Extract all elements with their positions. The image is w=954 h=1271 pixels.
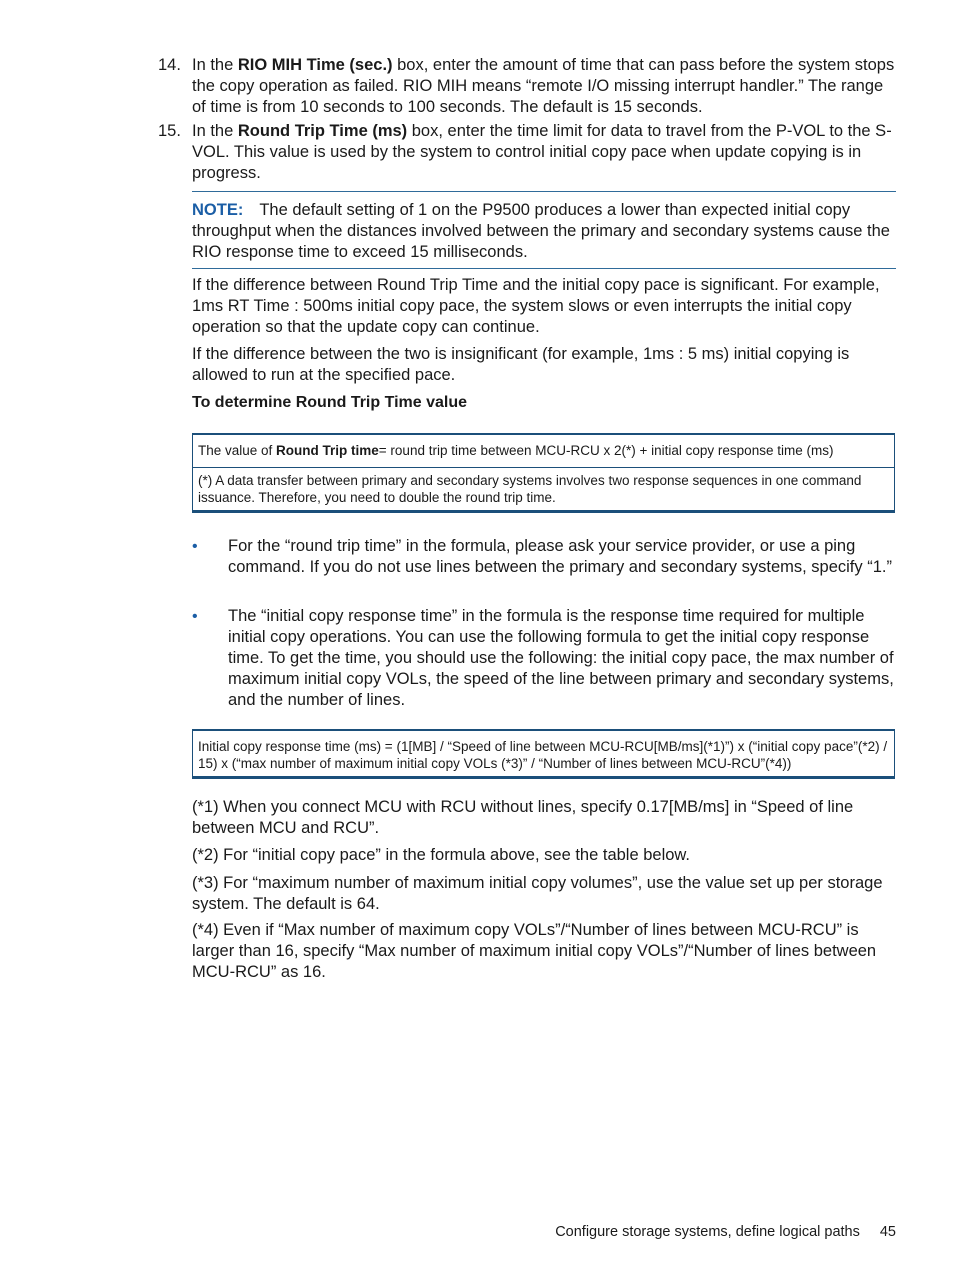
formula-pre: The value of — [198, 443, 277, 458]
page-footer — [540, 1222, 896, 1242]
field-name: Round Trip Time (ms) — [237, 122, 408, 140]
initial-copy-formula: Initial copy response time (ms) = (1[MB] / “Speed of line between MCU-RCU[MB/ms](*1)”) x (“initial copy pace”(*2) / 15) x (“max number of maximum initial copy VOLs (*3)” / “Number of lines between MCU-RCU”(*4)) — [198, 739, 888, 771]
formula-term: Round Trip time — [276, 443, 379, 458]
list-item-text: For the “round trip time” in the formula, please ask your service provider, or use a ping command. If you do not use lines between the primary and secondary systems, specify “1.” — [228, 537, 892, 576]
list-item-text: The “initial copy response time” in the formula is the response time required for multiple initial copy operations. You can use the following formula to get the initial copy response time. To get the time, you should use the following: the initial copy pace, the max number of maximum initial copy VOLs, the speed of the line between primary and secondary systems, and the number of lines. — [228, 607, 894, 709]
page-number: 45 — [879, 1224, 896, 1240]
paragraph-rt-difference: If the difference between Round Trip Time and the initial copy pace is significant. For example, 1ms RT Time : 500ms initial copy pace, the system slows or even interrupts the initial copy operation so that the update copy can continue. — [192, 276, 880, 336]
note-label: NOTE: — [192, 201, 244, 219]
round-trip-formula-table — [192, 433, 895, 513]
step-number: 14. — [158, 56, 181, 74]
step-text-pre: In the — [192, 56, 238, 74]
step-text-post: box, enter the amount of time that can pass before the system stops the copy operation as failed. RIO MIH means “remote I/O missing interrupt handler.” The range of time is from 10 seconds to 100 seconds. The default is 15 seconds. — [192, 56, 895, 116]
note-paragraph — [192, 200, 892, 263]
footnote-4: (*4) Even if “Max number of maximum copy VOLs”/“Number of lines between MCU-RCU” is larger than 16, specify “Max number of maximum initial copy VOLs”/“Number of lines between MCU-RCU” as 16. — [192, 921, 877, 981]
formula-footnote-row: (*) A data transfer between primary and secondary systems involves two response sequences in one command issuance. Therefore, you need to double the round trip time. — [193, 467, 894, 506]
note-text: The default setting of 1 on the P9500 produces a lower than expected initial copy throughput when the distances involved between the primary and secondary systems cause the RIO response time to exceed 15 milliseconds. — [192, 201, 890, 261]
step-text — [192, 55, 896, 118]
step-text-post: box, enter the time limit for data to travel from the P-VOL to the S-VOL. This value is used by the system to control initial copy pace when update copying is in progress. — [192, 122, 892, 182]
note-box — [192, 191, 896, 269]
field-name: RIO MIH Time (sec.) — [237, 56, 393, 74]
footer-title: Configure storage systems, define logical paths — [555, 1224, 860, 1240]
footnote-1: (*1) When you connect MCU with RCU without lines, specify 0.17[MB/ms] in “Speed of line between MCU and RCU”. — [192, 798, 854, 837]
footnote-3: (*3) For “maximum number of maximum initial copy volumes”, use the value set up per storage system. The default is 64. — [192, 874, 883, 913]
paragraph-insignificant: If the difference between the two is insignificant (for example, 1ms : 5 ms) initial copying is allowed to run at the specified pace. — [192, 345, 850, 384]
initial-copy-formula-table — [192, 729, 895, 779]
step-number: 15. — [158, 122, 181, 140]
bullet-icon: • — [192, 538, 198, 555]
formula-row — [193, 435, 894, 459]
step-text-pre: In the — [192, 122, 238, 140]
bullet-icon: • — [192, 608, 198, 625]
section-heading: To determine Round Trip Time value — [192, 394, 468, 411]
formula-post: = round trip time between MCU-RCU x 2(*) + initial copy response time (ms) — [378, 443, 834, 458]
footnote-2: (*2) For “initial copy pace” in the formula above, see the table below. — [192, 846, 691, 864]
step-text — [192, 121, 896, 184]
